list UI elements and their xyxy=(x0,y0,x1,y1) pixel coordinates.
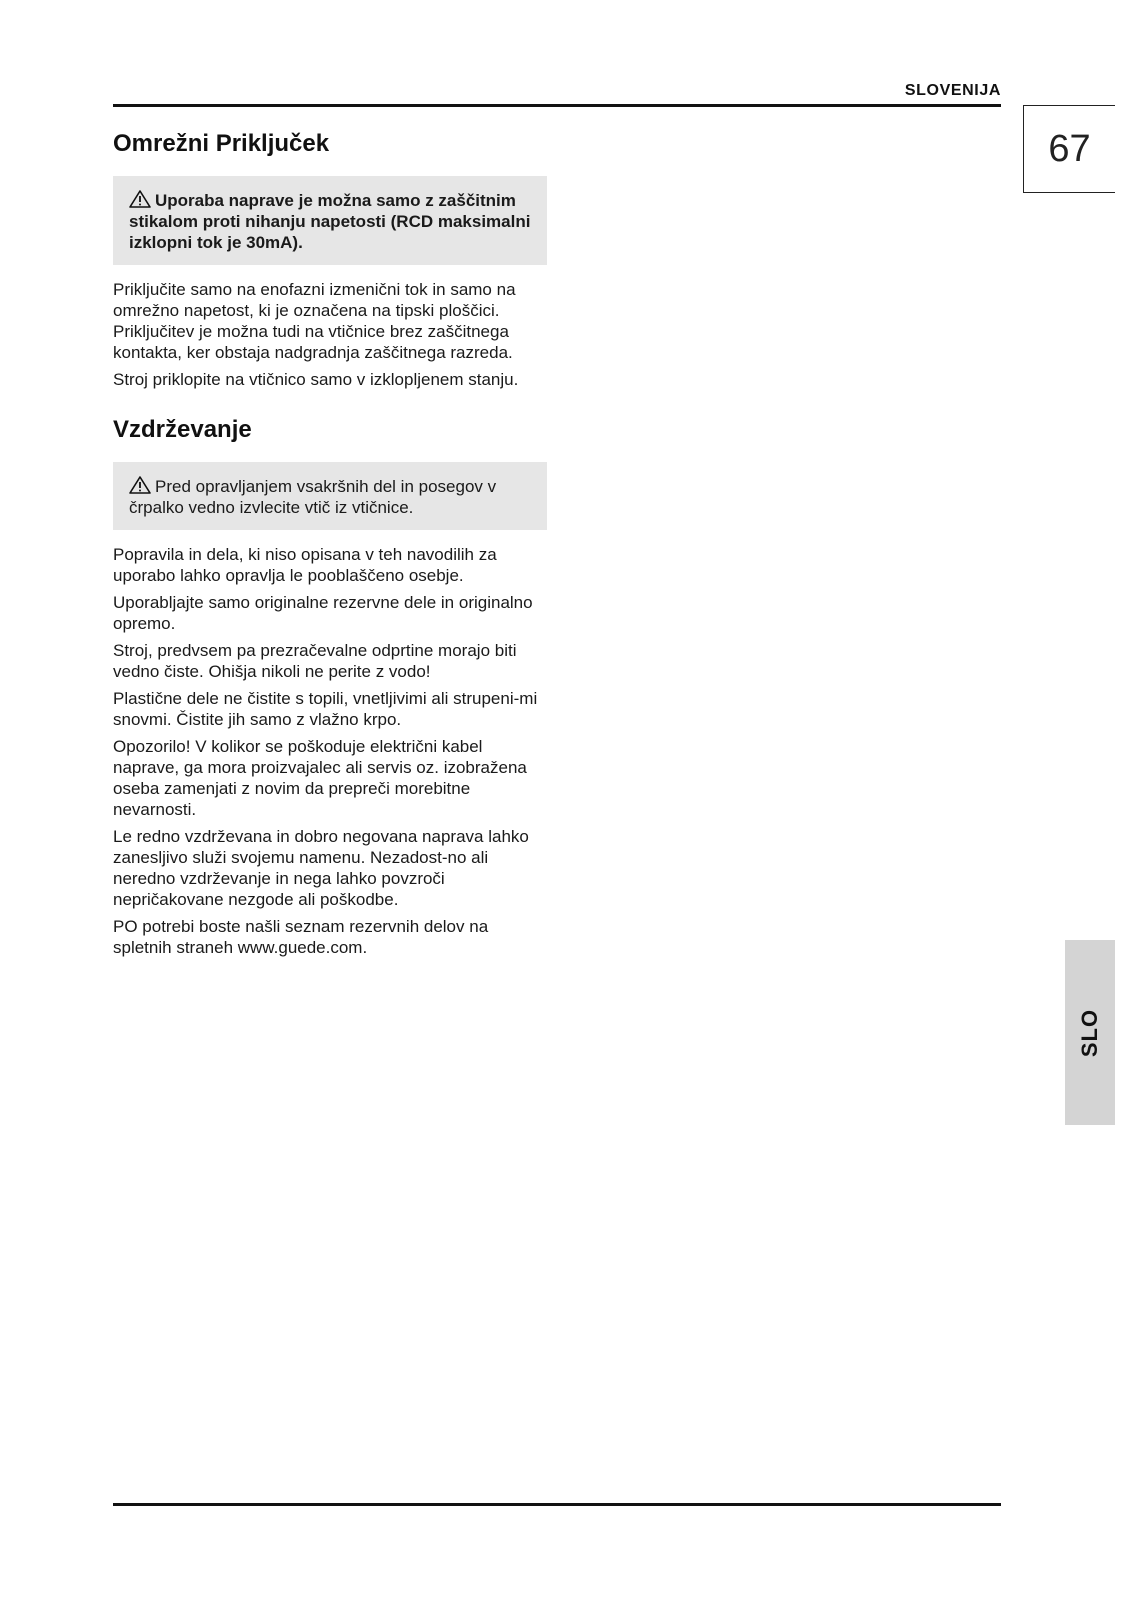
paragraph: Plastične dele ne čistite s topili, vnetljivimi ali strupeni-mi snovmi. Čistite jih samo z vlažno krpo. xyxy=(113,689,538,729)
header-section-label: SLOVENIJA xyxy=(904,82,1001,99)
warning-triangle-icon xyxy=(129,190,151,208)
language-tab-label: SLO xyxy=(1076,1008,1102,1057)
paragraph: Priključite samo na enofazni izmenični tok in samo na omrežno napetost, ki je označena na tipski ploščici. Priključitev je možna tudi na vtičnice brez zaščitnega kontakta, ker obstaja nadgradnja zaščitnega razreda. xyxy=(113,280,516,362)
warning-text-connection: Uporaba naprave je možna samo z zaščitnim stikalom proti nihanju napetosti (RCD maksimalni izklopni tok je 30mA). xyxy=(129,191,531,252)
paragraph: Stroj priklopite na vtičnico samo v izklopljenem stanju. xyxy=(113,370,519,389)
paragraph: Le redno vzdrževana in dobro negovana naprava lahko zanesljivo služi svojemu namenu. Nezadost-no ali neredno vzdrževanje in nega lahko povzroči nepričakovane nezgode ali poškodbe. xyxy=(113,827,529,909)
header-rule xyxy=(113,104,1001,107)
paragraph: PO potrebi boste našli seznam rezervnih delov na spletnih straneh www.guede.com. xyxy=(113,917,489,957)
paragraph: Stroj, predvsem pa prezračevalne odprtine morajo biti vedno čiste. Ohišja nikoli ne perite z vodo! xyxy=(113,641,517,681)
warning-triangle-icon xyxy=(129,476,151,494)
main-content xyxy=(113,128,547,958)
warning-box-maintenance xyxy=(113,462,547,530)
warning-text-maintenance: Pred opravljanjem vsakršnih del in posegov v črpalko vedno izvlecite vtič iz vtičnice. xyxy=(129,477,497,517)
paragraph: Popravila in dela, ki niso opisana v teh navodilih za uporabo lahko opravlja le pooblaščeno osebje. xyxy=(113,545,497,585)
section-body-maintenance xyxy=(113,544,547,958)
section-title-connection: Omrežni Priključek xyxy=(113,130,330,157)
paragraph: Uporabljajte samo originalne rezervne dele in originalno opremo. xyxy=(113,593,533,633)
section-maintenance xyxy=(113,414,547,958)
warning-box-connection xyxy=(113,176,547,265)
page-number: 67 xyxy=(1023,105,1115,193)
footer-rule xyxy=(113,1503,1001,1506)
section-title-maintenance: Vzdrževanje xyxy=(113,416,252,443)
section-body-connection xyxy=(113,279,547,390)
paragraph: Opozorilo! V kolikor se poškoduje električni kabel naprave, ga mora proizvajalec ali servis oz. izobražena oseba zamenjati z novim da prepreči morebitne nevarnosti. xyxy=(113,737,527,819)
language-tab xyxy=(1065,940,1115,1125)
